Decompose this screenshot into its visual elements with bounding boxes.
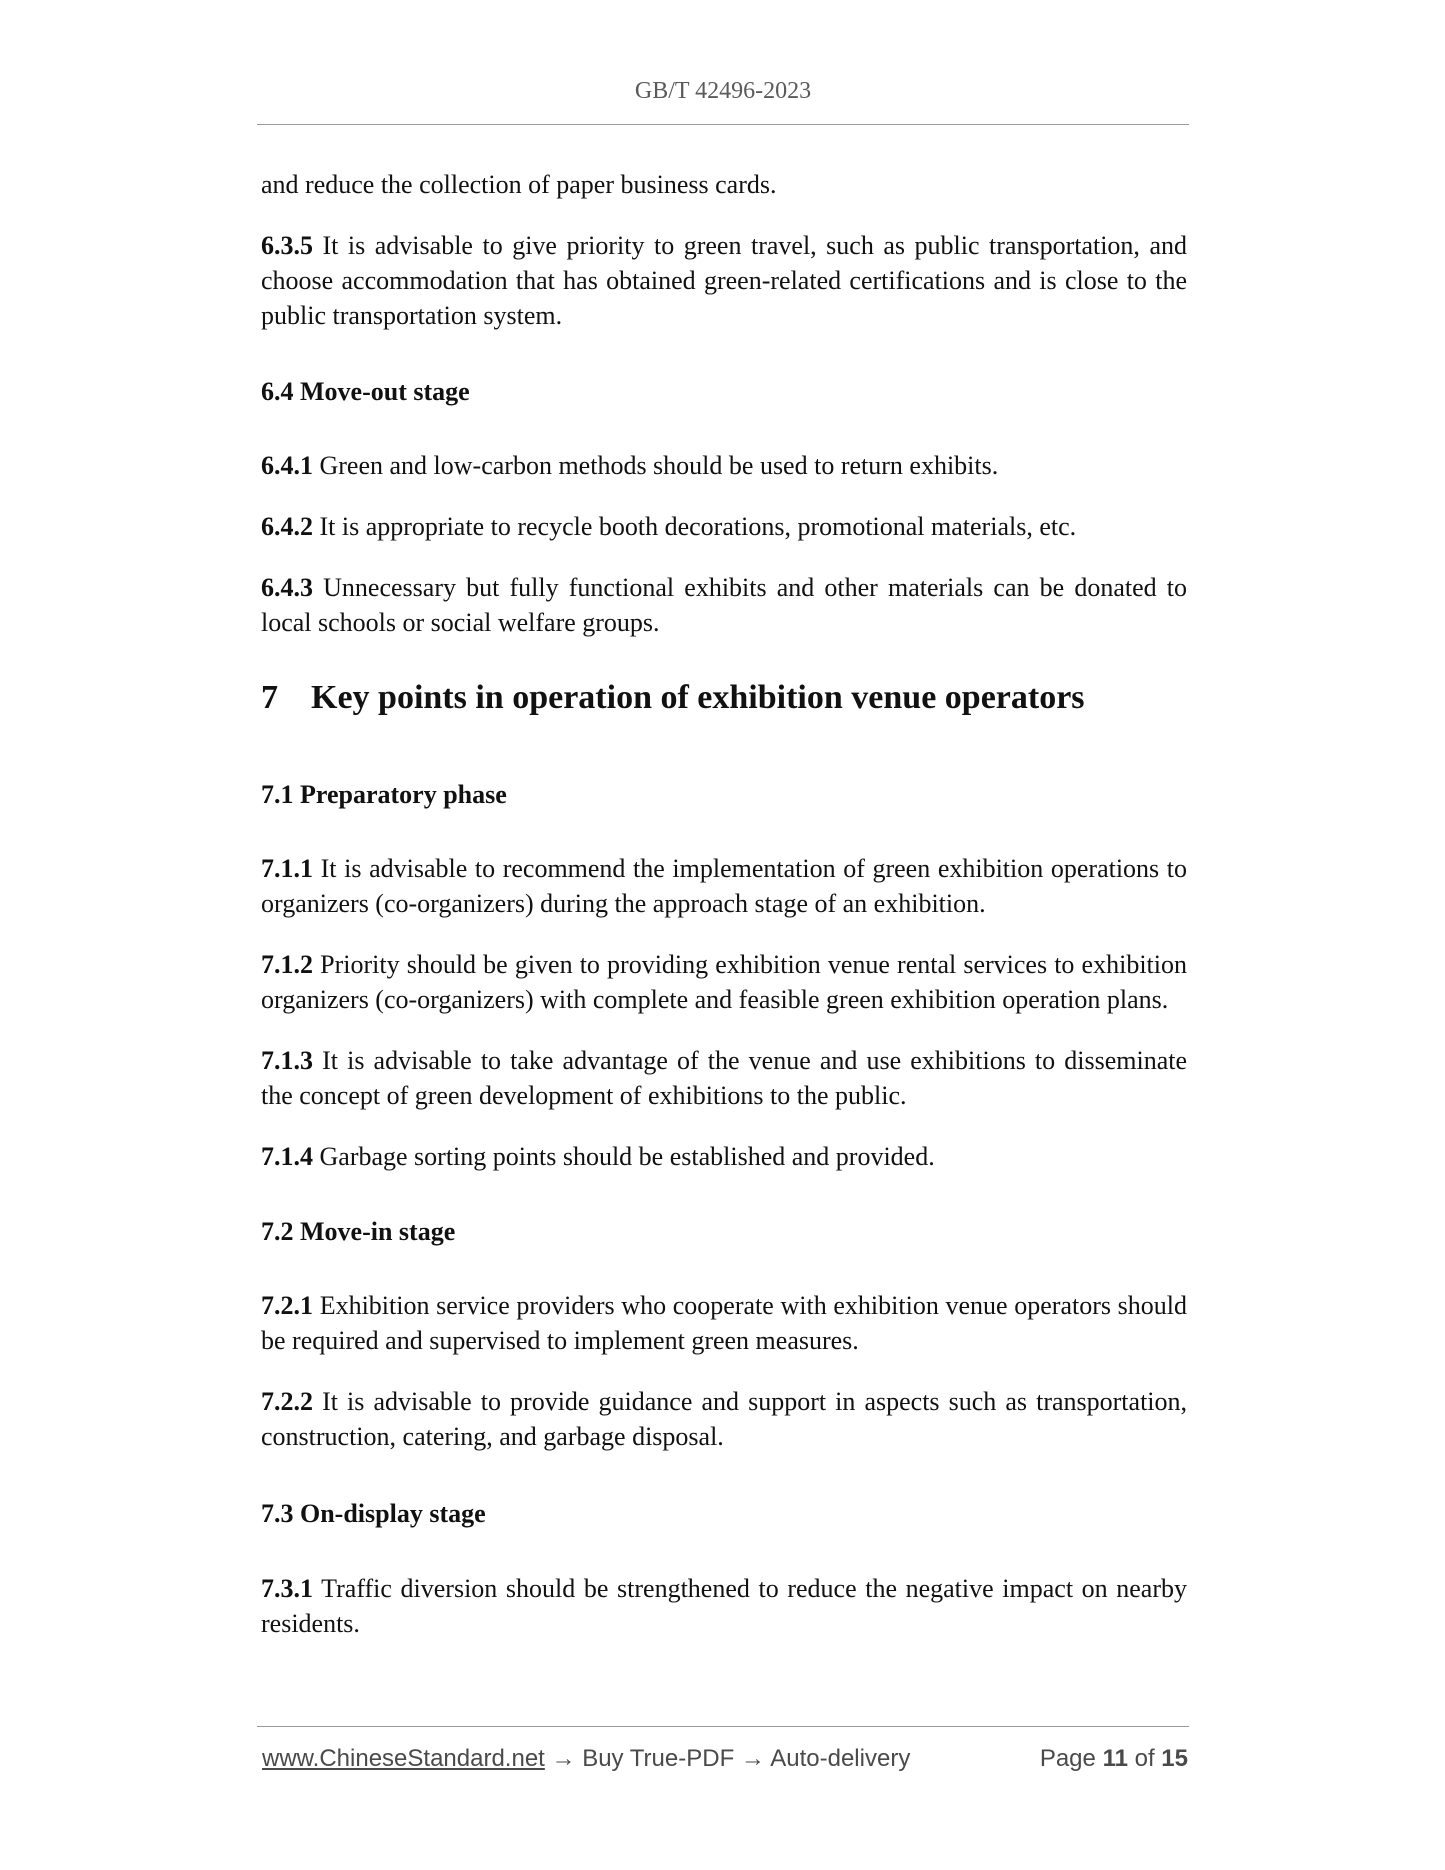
footer-promo bbox=[262, 1745, 910, 1773]
clause-7-1-3 bbox=[261, 1043, 1187, 1113]
chapter-7-heading bbox=[261, 679, 1085, 717]
clause-7-2-2 bbox=[261, 1384, 1187, 1454]
footer bbox=[262, 1745, 1188, 1781]
clause-7-1-4 bbox=[261, 1139, 1187, 1174]
clause-number: 6.3.5 bbox=[261, 231, 313, 260]
page-indicator bbox=[1040, 1745, 1188, 1773]
chapter-number: 7 bbox=[261, 679, 278, 716]
clause-number: 6.4.1 bbox=[261, 451, 313, 480]
clause-number: 7.1.4 bbox=[261, 1142, 313, 1171]
clause-number: 7.1.3 bbox=[261, 1046, 313, 1075]
clause-text: It is advisable to provide guidance and support in aspects such as transportation, construction, catering, and garbage disposal. bbox=[261, 1387, 1188, 1451]
total-pages: 15 bbox=[1161, 1745, 1188, 1772]
clause-text: It is advisable to give priority to green travel, such as public transportation, and choose accommodation that has obtained green-related certifications and is close to the public transportation system. bbox=[261, 231, 1187, 330]
clause-6-4-2 bbox=[261, 509, 1187, 544]
heading-7-2: 7.2 Move-in stage bbox=[261, 1217, 456, 1246]
clause-6-4-1 bbox=[261, 448, 1187, 483]
clause-7-1-2 bbox=[261, 947, 1187, 1017]
footer-rule bbox=[257, 1726, 1189, 1727]
clause-text: It is advisable to recommend the implementation of green exhibition operations to organizers (co-organizers) during the approach stage of an exhibition. bbox=[261, 854, 1188, 918]
clause-number: 7.2.1 bbox=[261, 1291, 313, 1320]
clause-text: It is appropriate to recycle booth decorations, promotional materials, etc. bbox=[319, 512, 1077, 541]
heading-7-3: 7.3 On-display stage bbox=[261, 1499, 486, 1528]
clause-text: Garbage sorting points should be established and provided. bbox=[319, 1142, 935, 1171]
page-label: Page bbox=[1039, 1745, 1096, 1772]
clause-text: Exhibition service providers who cooperate with exhibition venue operators should be required and supervised to implement green measures. bbox=[261, 1291, 1188, 1355]
arrow-right-icon: → bbox=[740, 1745, 765, 1772]
clause-7-1-1 bbox=[261, 851, 1187, 921]
clause-number: 7.1.2 bbox=[261, 950, 313, 979]
clause-text: Priority should be given to providing exhibition venue rental services to exhibition organizers (co-organizers) with complete and feasible green exhibition operation plans. bbox=[261, 950, 1187, 1014]
paragraph-continuation: and reduce the collection of paper business cards. bbox=[261, 170, 777, 199]
clause-text: It is advisable to take advantage of the venue and use exhibitions to disseminate the concept of green development of exhibitions to the public. bbox=[261, 1046, 1187, 1110]
header-title: GB/T 42496-2023 bbox=[634, 78, 812, 104]
clause-number: 6.4.2 bbox=[261, 512, 313, 541]
clause-number: 6.4.3 bbox=[261, 573, 313, 602]
clause-number: 7.3.1 bbox=[261, 1574, 313, 1603]
clause-6-3-5 bbox=[261, 228, 1187, 333]
clause-text: Green and low-carbon methods should be used to return exhibits. bbox=[319, 451, 999, 480]
clause-number: 7.1.1 bbox=[261, 854, 313, 883]
of-label: of bbox=[1134, 1745, 1155, 1772]
chapter-title: Key points in operation of exhibition venue operators bbox=[311, 679, 1085, 716]
clause-7-2-1 bbox=[261, 1288, 1187, 1358]
heading-6-4: 6.4 Move-out stage bbox=[261, 377, 470, 406]
current-page: 11 bbox=[1102, 1745, 1128, 1772]
chinesestandard-link[interactable]: www.ChineseStandard.net bbox=[262, 1745, 545, 1772]
clause-6-4-3 bbox=[261, 570, 1187, 640]
auto-delivery-text: Auto-delivery bbox=[770, 1745, 911, 1772]
clause-number: 7.2.2 bbox=[261, 1387, 313, 1416]
clause-7-3-1 bbox=[261, 1571, 1187, 1641]
header-rule bbox=[257, 124, 1189, 125]
arrow-right-icon: → bbox=[551, 1745, 576, 1772]
clause-text: Traffic diversion should be strengthened to reduce the negative impact on nearby residents. bbox=[261, 1574, 1188, 1638]
heading-7-1: 7.1 Preparatory phase bbox=[261, 780, 507, 809]
clause-text: Unnecessary but fully functional exhibits and other materials can be donated to local schools or social welfare groups. bbox=[261, 573, 1187, 637]
buy-true-pdf-text: Buy True-PDF bbox=[582, 1745, 735, 1772]
